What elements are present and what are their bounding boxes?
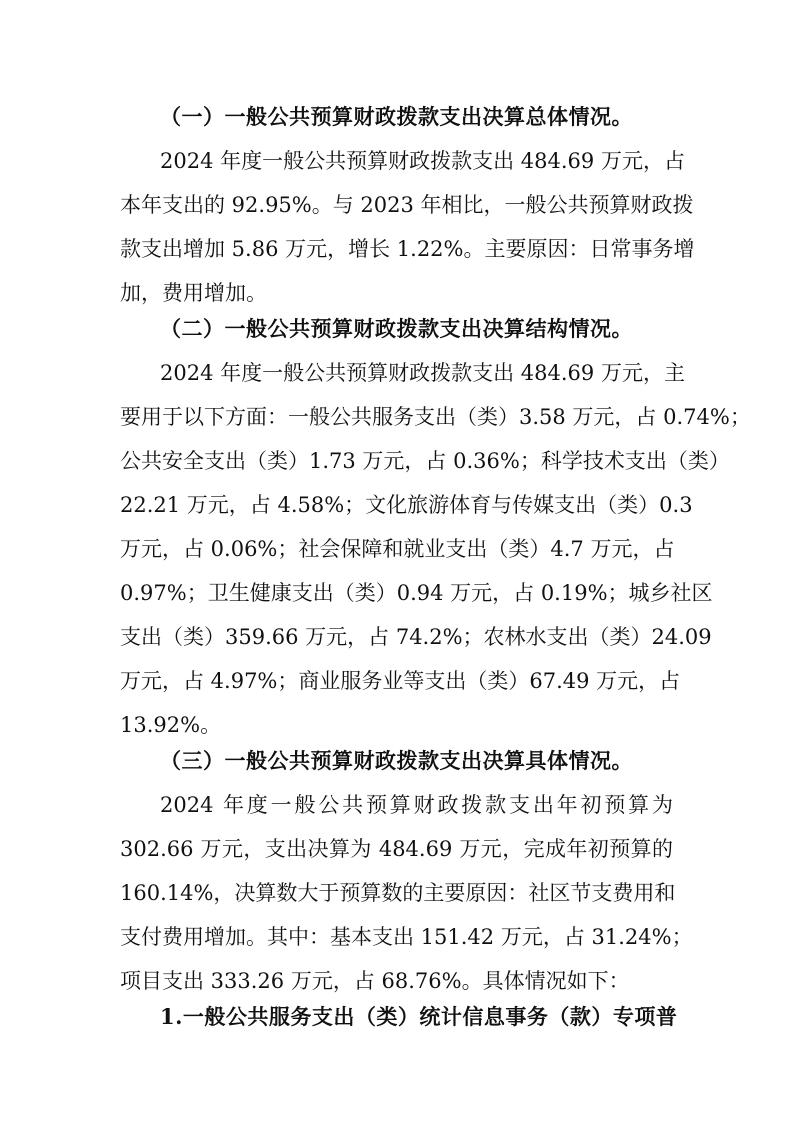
section-2-line-2: 要用于以下方面：一般公共服务支出（类）3.58 万元，占 0.74%； [120, 405, 751, 429]
section-2-line-9: 13.92%。 [120, 713, 222, 737]
section-3-line-2: 302.66 万元，支出决算为 484.69 万元，完成年初预算的 [120, 837, 673, 861]
section-2-line-3: 公共安全支出（类）1.73 万元，占 0.36%；科学技术支出（类） [120, 449, 730, 473]
section-1-line-1: 2024 年度一般公共预算财政拨款支出 484.69 万元，占 [160, 149, 685, 173]
section-1-heading: （一）一般公共预算财政拨款支出决算总体情况。 [160, 104, 633, 129]
section-3-line-5: 项目支出 333.26 万元，占 68.76%。具体情况如下： [120, 969, 630, 993]
section-3-line-4: 支付费用增加。其中：基本支出 151.42 万元，占 31.24%； [120, 925, 693, 949]
section-2-line-5: 万元，占 0.06%；社会保障和就业支出（类）4.7 万元，占 [120, 537, 675, 561]
section-2-line-4: 22.21 万元，占 4.58%；文化旅游体育与传媒支出（类）0.3 [120, 493, 693, 517]
section-1-line-3: 款支出增加 5.86 万元，增长 1.22%。主要原因：日常事务增 [120, 237, 695, 261]
subsection-1-heading: 1.一般公共服务支出（类）统计信息事务（款）专项普 [160, 1004, 678, 1029]
section-3-heading: （三）一般公共预算财政拨款支出决算具体情况。 [160, 748, 633, 773]
section-3-line-1: 2024 年度一般公共预算财政拨款支出年初预算为 [160, 793, 673, 817]
section-2-line-6: 0.97%；卫生健康支出（类）0.94 万元，占 0.19%；城乡社区 [120, 581, 713, 605]
section-2-line-8: 万元，占 4.97%；商业服务业等支出（类）67.49 万元，占 [120, 669, 681, 693]
section-1-line-4: 加，费用增加。 [120, 281, 267, 305]
section-2-line-1: 2024 年度一般公共预算财政拨款支出 484.69 万元，主 [160, 361, 685, 385]
section-2-heading: （二）一般公共预算财政拨款支出决算结构情况。 [160, 316, 633, 341]
section-2-line-7: 支出（类）359.66 万元，占 74.2%；农林水支出（类）24.09 [120, 625, 712, 649]
section-1-line-2: 本年支出的 92.95%。与 2023 年相比，一般公共预算财政拨 [120, 193, 694, 217]
section-3-line-3: 160.14%，决算数大于预算数的主要原因：社区节支费用和 [120, 881, 676, 905]
